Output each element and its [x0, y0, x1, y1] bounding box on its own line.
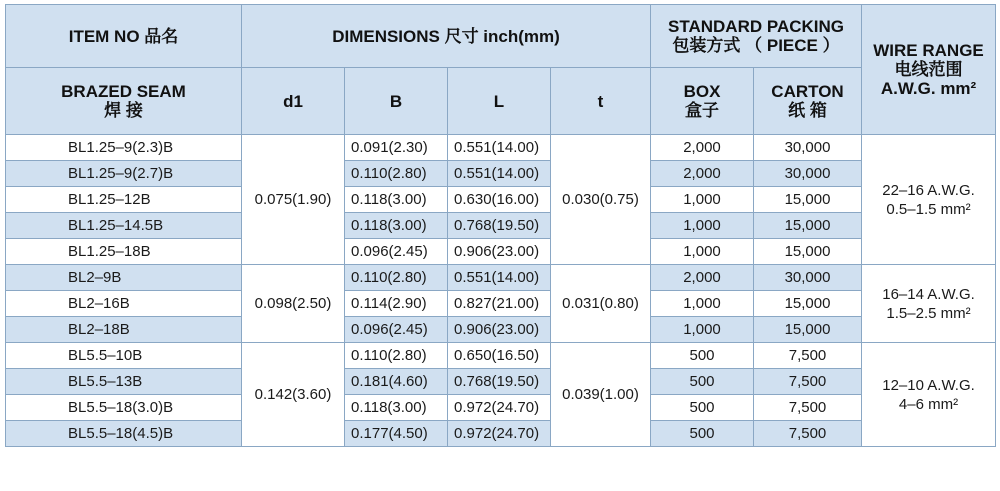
t-cell: 0.030(0.75)	[551, 135, 651, 265]
wire-range-cell	[862, 265, 996, 343]
item-no-cell: BL1.25–9(2.7)B	[6, 161, 242, 187]
carton-label: CARTON	[771, 82, 844, 101]
carton-cell: 15,000	[754, 239, 862, 265]
l-cell: 0.906(23.00)	[448, 317, 551, 343]
carton-cell: 15,000	[754, 291, 862, 317]
wire-range-header	[862, 5, 996, 135]
brazed-seam-label: BRAZED SEAM	[61, 82, 186, 101]
table-row	[6, 369, 996, 395]
d1-header: d1	[242, 68, 345, 135]
l-cell: 0.972(24.70)	[448, 421, 551, 447]
carton-cell: 7,500	[754, 395, 862, 421]
header-row-2	[6, 68, 996, 135]
l-cell: 0.906(23.00)	[448, 239, 551, 265]
carton-header	[754, 68, 862, 135]
carton-cell: 15,000	[754, 213, 862, 239]
carton-cell: 15,000	[754, 317, 862, 343]
wire-range-unit-label: A.W.G. mm²	[880, 79, 977, 98]
box-cell: 500	[651, 369, 754, 395]
b-cell: 0.118(3.00)	[345, 395, 448, 421]
wire-range-mm2: 1.5–2.5 mm²	[886, 304, 971, 322]
b-cell: 0.110(2.80)	[345, 343, 448, 369]
item-no-cell: BL1.25–14.5B	[6, 213, 242, 239]
l-cell: 0.972(24.70)	[448, 395, 551, 421]
wire-range-cell	[862, 135, 996, 265]
l-cell: 0.551(14.00)	[448, 265, 551, 291]
item-no-cell: BL5.5–13B	[6, 369, 242, 395]
b-cell: 0.096(2.45)	[345, 239, 448, 265]
item-no-cell: BL5.5–18(4.5)B	[6, 421, 242, 447]
wire-range-mm2: 0.5–1.5 mm²	[886, 200, 971, 218]
box-label: BOX	[683, 82, 721, 101]
table-row	[6, 395, 996, 421]
table-row	[6, 317, 996, 343]
l-cell: 0.768(19.50)	[448, 369, 551, 395]
carton-cell: 7,500	[754, 369, 862, 395]
b-header: B	[345, 68, 448, 135]
box-cell: 500	[651, 395, 754, 421]
box-cell: 500	[651, 421, 754, 447]
b-cell: 0.177(4.50)	[345, 421, 448, 447]
box-cn-label: 盒子	[685, 101, 719, 120]
carton-cell: 30,000	[754, 135, 862, 161]
item-no-cell: BL5.5–18(3.0)B	[6, 395, 242, 421]
b-cell: 0.096(2.45)	[345, 317, 448, 343]
t-header: t	[551, 68, 651, 135]
carton-cell: 30,000	[754, 265, 862, 291]
table-row	[6, 265, 996, 291]
dimensions-header: DIMENSIONS 尺寸 inch(mm)	[242, 5, 651, 68]
brazed-seam-cn-label: 焊 接	[104, 101, 143, 120]
b-cell: 0.110(2.80)	[345, 265, 448, 291]
l-cell: 0.827(21.00)	[448, 291, 551, 317]
wire-range-label: WIRE RANGE	[873, 41, 984, 60]
wire-range-awg: 16–14 A.W.G.	[882, 285, 975, 303]
item-no-cell: BL5.5–10B	[6, 343, 242, 369]
l-cell: 0.650(16.50)	[448, 343, 551, 369]
box-cell: 1,000	[651, 213, 754, 239]
t-cell: 0.039(1.00)	[551, 343, 651, 447]
box-cell: 1,000	[651, 291, 754, 317]
l-cell: 0.551(14.00)	[448, 161, 551, 187]
b-cell: 0.118(3.00)	[345, 213, 448, 239]
item-no-header: ITEM NO 品名	[6, 5, 242, 68]
table-row	[6, 213, 996, 239]
table-row	[6, 291, 996, 317]
b-cell: 0.118(3.00)	[345, 187, 448, 213]
table-row	[6, 187, 996, 213]
item-no-cell: BL1.25–18B	[6, 239, 242, 265]
box-cell: 500	[651, 343, 754, 369]
standard-packing-unit-label: 包装方式 （ PIECE ）	[672, 36, 840, 55]
spec-table-body	[6, 5, 996, 447]
table-row	[6, 421, 996, 447]
table-row	[6, 135, 996, 161]
d1-cell: 0.075(1.90)	[242, 135, 345, 265]
brazed-seam-header	[6, 68, 242, 135]
l-cell: 0.551(14.00)	[448, 135, 551, 161]
l-cell: 0.630(16.00)	[448, 187, 551, 213]
table-row	[6, 343, 996, 369]
t-cell: 0.031(0.80)	[551, 265, 651, 343]
table-row	[6, 161, 996, 187]
carton-cell: 7,500	[754, 343, 862, 369]
b-cell: 0.181(4.60)	[345, 369, 448, 395]
standard-packing-header	[651, 5, 862, 68]
item-no-cell: BL2–18B	[6, 317, 242, 343]
d1-cell: 0.098(2.50)	[242, 265, 345, 343]
standard-packing-label: STANDARD PACKING	[668, 17, 844, 36]
item-no-cell: BL2–16B	[6, 291, 242, 317]
item-no-cell: BL1.25–12B	[6, 187, 242, 213]
b-cell: 0.114(2.90)	[345, 291, 448, 317]
table-row	[6, 239, 996, 265]
item-no-cell: BL2–9B	[6, 265, 242, 291]
carton-cell: 30,000	[754, 161, 862, 187]
header-row-1	[6, 5, 996, 68]
box-cell: 1,000	[651, 187, 754, 213]
l-cell: 0.768(19.50)	[448, 213, 551, 239]
wire-range-mm2: 4–6 mm²	[898, 395, 959, 413]
box-cell: 2,000	[651, 135, 754, 161]
carton-cell: 15,000	[754, 187, 862, 213]
b-cell: 0.091(2.30)	[345, 135, 448, 161]
wire-range-cell	[862, 343, 996, 447]
box-cell: 1,000	[651, 239, 754, 265]
box-header	[651, 68, 754, 135]
d1-cell: 0.142(3.60)	[242, 343, 345, 447]
box-cell: 2,000	[651, 265, 754, 291]
l-header: L	[448, 68, 551, 135]
item-no-cell: BL1.25–9(2.3)B	[6, 135, 242, 161]
box-cell: 1,000	[651, 317, 754, 343]
carton-cell: 7,500	[754, 421, 862, 447]
carton-cn-label: 纸 箱	[788, 101, 827, 120]
wire-range-awg: 12–10 A.W.G.	[882, 376, 975, 394]
b-cell: 0.110(2.80)	[345, 161, 448, 187]
spec-table	[5, 4, 996, 447]
box-cell: 2,000	[651, 161, 754, 187]
wire-range-cn-label: 电线范围	[894, 60, 963, 79]
wire-range-awg: 22–16 A.W.G.	[882, 181, 975, 199]
